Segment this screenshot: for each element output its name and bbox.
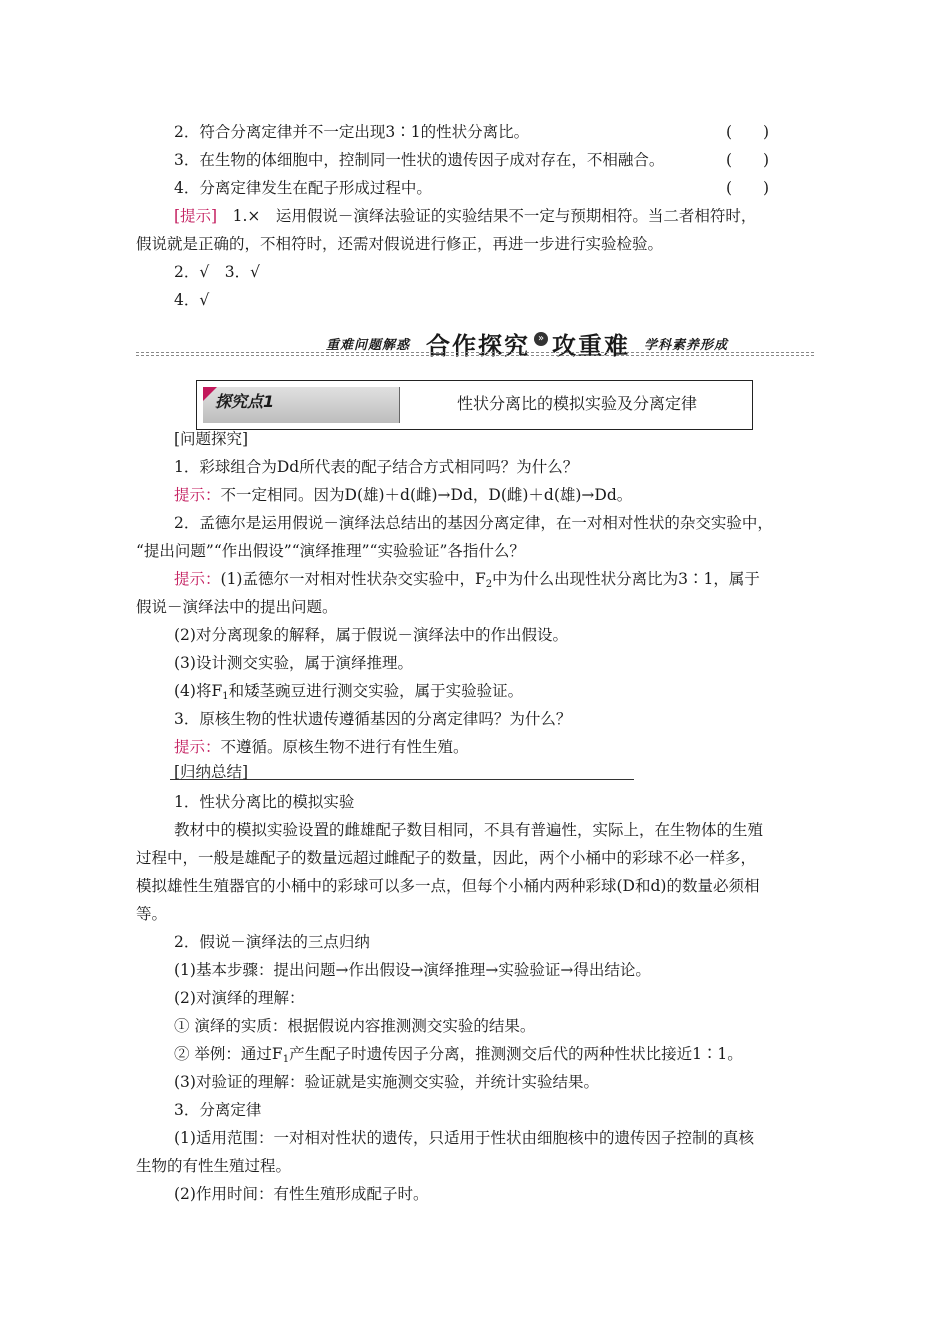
answer-1 — [174, 485, 632, 505]
summary-2-item2b-subscript: 1 — [282, 1054, 290, 1065]
banner-divider — [136, 352, 814, 353]
question-2-line2: “提出问题”“作出假设”“演绎推理”“实验验证”各指什么？ — [136, 542, 525, 560]
answer-2-line5-a: (4)将F — [174, 682, 223, 700]
summary-1-title: 1．性状分离比的模拟实验 — [174, 793, 355, 811]
summary-1-para-line1: 教材中的模拟实验设置的雌雄配子数目相同，不具有普遍性，实际上，在生物体的生殖 — [174, 821, 764, 839]
summary-2-item2: (2)对演绎的理解： — [174, 989, 305, 1007]
hint-label: [提示] — [174, 207, 218, 225]
question-3: 3．原核生物的性状遗传遵循基因的分离定律吗？为什么？ — [174, 710, 572, 728]
summary-2-item2b-a: ② 举例：通过F — [174, 1045, 283, 1063]
hint-label: 提示： — [174, 486, 221, 504]
banner-arrow-icon: » — [534, 332, 548, 346]
banner-title-2: 攻重难 — [552, 332, 630, 360]
answer-2-text-b: 中为什么出现性状分离比为3∶1，属于 — [492, 570, 760, 588]
section-banner — [136, 326, 814, 360]
answer-2-line5-b: 和矮茎豌豆进行测交实验，属于实验验证。 — [228, 682, 524, 700]
banner-title-1: 合作探究 — [426, 332, 530, 360]
answer-2-text-a: (1)孟德尔一对相对性状杂交实验中，F — [220, 570, 486, 588]
judgment-2: 2．符合分离定律并不一定出现3∶1的性状分离比。 — [174, 123, 530, 141]
explore-point-title: 性状分离比的模拟实验及分离定律 — [456, 394, 697, 413]
summary-2-title: 2．假说－演绎法的三点归纳 — [174, 933, 370, 951]
answer-2-line3: (2)对分离现象的解释，属于假说－演绎法中的作出假设。 — [174, 626, 568, 644]
summary-2-item2a: ① 演绎的实质：根据假说内容推测测交实验的结果。 — [174, 1017, 536, 1035]
summary-3-title: 3．分离定律 — [174, 1101, 262, 1119]
answer-3-text: 不遵循。原核生物不进行有性生殖。 — [220, 738, 469, 756]
question-1: 1．彩球组合为Dd所代表的配子结合方式相同吗？为什么？ — [174, 458, 579, 476]
answer-2-line1 — [174, 569, 760, 595]
summary-1-para-line4: 等。 — [136, 905, 168, 923]
answer-1-text: 不一定相同。因为D(雄)＋d(雌)→Dd，D(雌)＋d(雄)→Dd。 — [220, 486, 633, 504]
hint-text-3: 2．√ 3．√ — [174, 263, 260, 281]
judgment-3: 3．在生物的体细胞中，控制同一性状的遗传因子成对存在，不相融合。 — [174, 151, 665, 169]
summary-2-item2b — [174, 1044, 743, 1070]
answer-2-line4: (3)设计测交实验，属于演绎推理。 — [174, 654, 413, 672]
hint-label: 提示： — [174, 738, 221, 756]
judgment-4: 4．分离定律发生在配子形成过程中。 — [174, 179, 432, 197]
hint-text-4: 4．√ — [174, 291, 210, 309]
explore-point-label: 探究点1 — [215, 392, 275, 411]
question-2-line1: 2．孟德尔是运用假说－演绎法总结出的基因分离定律，在一对相对性状的杂交实验中， — [174, 514, 773, 532]
section-heading-wenti: [问题探究] — [174, 430, 249, 448]
answer-2-line5 — [174, 681, 523, 707]
section-heading-guina: [归纳总结] — [174, 763, 249, 781]
answer-2-line5-subscript: 1 — [222, 691, 229, 702]
banner-left-text: 重难问题解惑 — [326, 338, 411, 353]
judgment-3-parens: ( ) — [726, 151, 770, 169]
hint-text-1: 1.× 运用假说－演绎法验证的实验结果不一定与预期相符。当二者相符时， — [217, 207, 757, 225]
banner-right-text: 学科素养形成 — [644, 338, 729, 353]
hint-text-2: 假说就是正确的，不相符时，还需对假说进行修正，再进一步进行实验检验。 — [136, 235, 664, 253]
summary-3-item1-line1: (1)适用范围：一对相对性状的遗传，只适用于性状由细胞核中的遗传因子控制的真核 — [174, 1129, 754, 1147]
banner-divider-2 — [136, 355, 814, 356]
summary-2-item3: (3)对验证的理解：验证就是实施测交实验，并统计实验结果。 — [174, 1073, 599, 1091]
judgment-4-parens: ( ) — [726, 179, 770, 197]
hint-block-line1 — [174, 206, 756, 226]
summary-3-item1-line2: 生物的有性生殖过程。 — [136, 1157, 292, 1175]
judgment-2-parens: ( ) — [726, 123, 770, 141]
summary-2-item2b-b: 产生配子时遗传因子分离，推测测交后代的两种性状比接近1∶1。 — [289, 1045, 743, 1063]
heading-underline — [170, 779, 634, 780]
explore-point-box — [196, 380, 753, 430]
summary-1-para-line3: 模拟雄性生殖器官的小桶中的彩球可以多一点，但每个小桶内两种彩球(D和d)的数量必须相 — [136, 877, 760, 895]
answer-3 — [174, 737, 469, 757]
answer-2-line2: 假说－演绎法中的提出问题。 — [136, 598, 338, 616]
hint-label: 提示： — [174, 570, 221, 588]
answer-2-subscript: 2 — [485, 579, 493, 590]
summary-3-item2: (2)作用时间：有性生殖形成配子时。 — [174, 1185, 429, 1203]
summary-1-para-line2: 过程中，一般是雄配子的数量远超过雌配子的数量，因此，两个小桶中的彩球不必一样多， — [136, 849, 757, 867]
summary-2-item1: (1)基本步骤：提出问题→作出假设→演绎推理→实验验证→得出结论。 — [174, 961, 651, 979]
